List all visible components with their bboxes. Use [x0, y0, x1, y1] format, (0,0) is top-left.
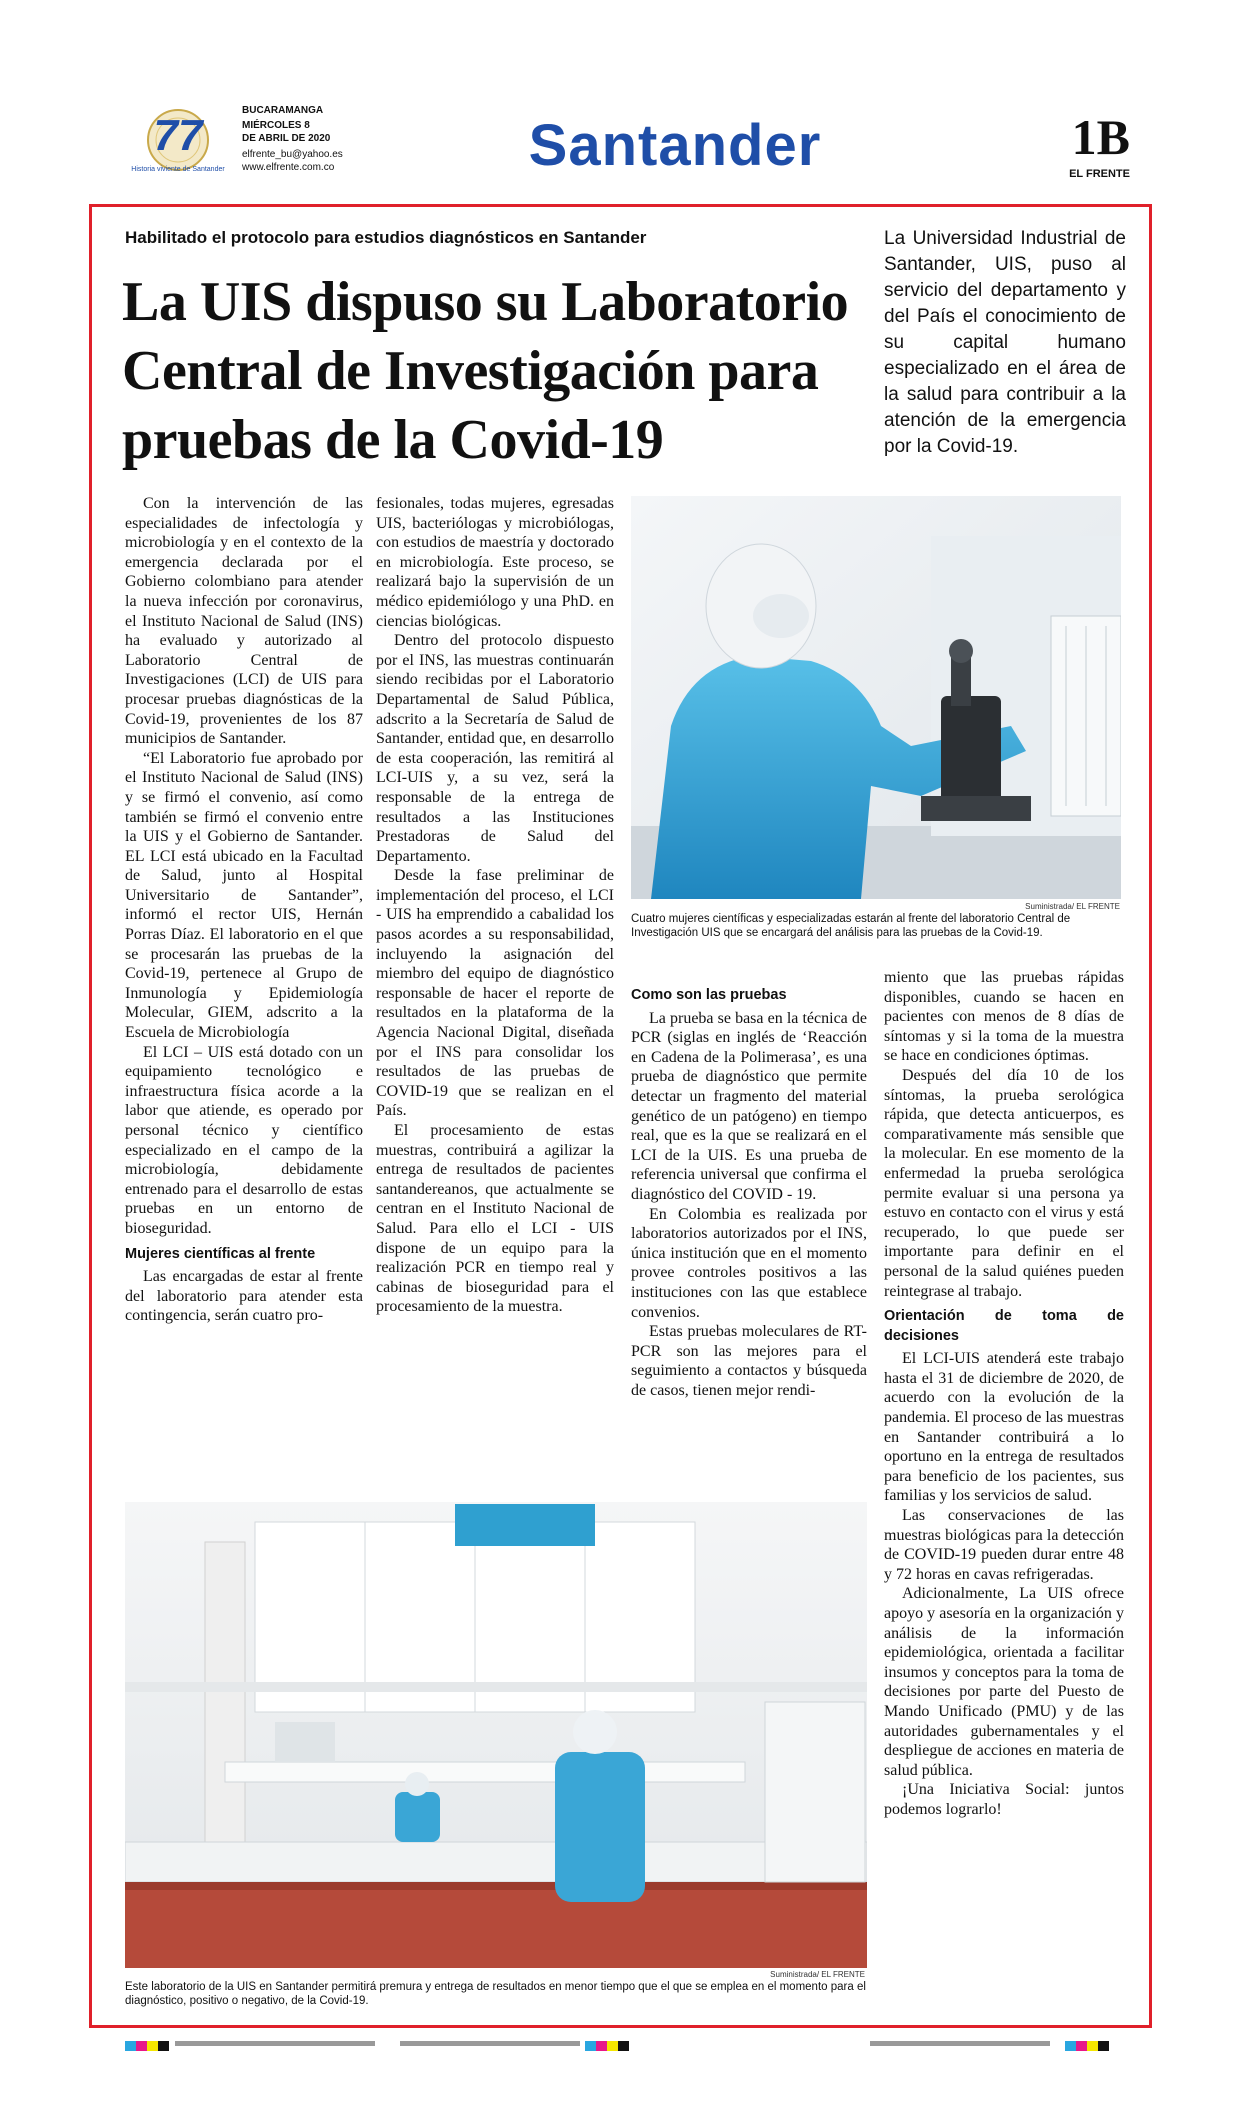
registration-bar-left — [175, 2041, 375, 2046]
logo-number: 77 — [153, 111, 203, 160]
paragraph: Después del día 10 de los síntomas, la prueba serológica rápida, que detecta anticuerpos, es comparativamente más sensible que la molecular. En ese momento de la enfermedad la prueba serológica permite evaluar si una persona ya estuvo en contacto con el virus y está recuperado, lo que puede ser importante para definir en el personal de la salud quiénes pueden reintegrase al trabajo. — [884, 1066, 1124, 1300]
paragraph: Adicionalmente, La UIS ofrece apoyo y asesoría en la organización y análisis de la información epidemiológica, orientada a facilitar insumos y conceptos para la toma de decisiones por parte del Puesto de Mando Unificado (PMU) y de las autoridades gubernamentales y el despliegue de acciones en materia de salud pública. — [884, 1585, 1124, 1779]
article-column-4 — [884, 968, 1124, 2020]
registration-strip-center — [585, 2038, 629, 2048]
masthead-logo — [128, 108, 228, 178]
masthead-info — [242, 104, 412, 174]
paragraph: El LCI – UIS está dotado con un equipamiento tecnológico e infraestructura física acorde a la labor que atiende, es operado por personal técnico y científico especializado en el campo de la microbiología, debidamente entrenado para el desarrollo de estas pruebas en un entorno de bioseguridad. — [125, 1043, 363, 1237]
paragraph: “El Laboratorio fue aprobado por el Instituto Nacional de Salud (INS) y se firmó el convenio, así como también se firmó el convenio entre la UIS y el Gobierno de Santander. EL LCI está ubicado en la Facultad de Salud, junto al Hospital Universitario de Santander”, informó el rector UIS, Hernán Porras Díaz. El laboratorio en el que se procesarán las pruebas de la Covid-19, pertenece al Grupo de Inmunología y Epidemiología Molecular, GIEM, adscrito a la Escuela de Microbiología — [125, 749, 363, 1042]
paragraph: El LCI-UIS atenderá este trabajo hasta el 31 de diciembre de 2020, de acuerdo con la evolución de la pandemia. El proceso de las muestras en Santander contribuirá a lo oportuno en la entrega de resultados para beneficio de los pacientes, sus familias y los servicios de salud. — [884, 1350, 1124, 1505]
lab-photo-microscope — [631, 496, 1121, 899]
page-number: 1B — [1071, 109, 1130, 165]
paragraph: El procesamiento de estas muestras, contribuirá a agilizar la entrega de resultados de pacientes santandereanos, que actualmente se centran en el Instituto Nacional de Salud. Para ello el LCI - UIS dispone de un equipo para la realización PCR en tiempo real y cabinas de bioseguridad para el procesamiento de la muestra. — [376, 1122, 614, 1316]
paragraph: Las encargadas de estar al frente del laboratorio para atender esta contingencia, serán cuatro pro- — [125, 1268, 363, 1325]
article-column-3 — [631, 986, 867, 1494]
scientist-microscope-image — [631, 496, 1121, 899]
registration-strip-left — [125, 2038, 169, 2048]
paragraph: miento que las pruebas rápidas disponibles, cuando se hacen en pacientes con menos de 8 días de síntomas y si la toma de la muestra se hace en condiciones óptimas. — [884, 969, 1124, 1065]
registration-bar-mid — [400, 2041, 580, 2046]
subheading: Mujeres científicas al frente — [125, 1245, 316, 1262]
logo-tagline: Historia viviente de Santander — [131, 166, 225, 173]
paragraph: Desde la fase preliminar de implementación del proceso, el LCI - UIS ha emprendido a cabalidad los pasos acordes a su responsabilidad, incluyendo la asignación del miembro del equipo de diagnóstico responsable de hacer el reporte de resultados en la plataforma de la Agencia Nacional Digital, diseñada por el INS para consolidar los resultados de las pruebas de COVID-19 que se realizan en el País. — [376, 867, 614, 1120]
lab-photo-room — [125, 1502, 867, 1968]
paragraph: Dentro del protocolo dispuesto por el INS, las muestras continuarán siendo recibidas por el Laboratorio Departamental de Salud Pública, adscrito a la Secretaría de Salud de Santander, entidad que, en desarrollo de esta cooperación, las remitirá al LCI-UIS y, a su vez, será la responsable de la entrega de resultados a las Instituciones Prestadoras de Salud del Departamento. — [376, 632, 614, 865]
publication-name: EL FRENTE — [1069, 168, 1130, 180]
paragraph: ¡Una Iniciativa Social: juntos podemos lograrlo! — [884, 1781, 1124, 1818]
photo1-credit: Suministrada/ EL FRENTE — [1025, 902, 1120, 911]
website-link[interactable]: www.elfrente.com.co — [242, 162, 335, 173]
paragraph: La prueba se basa en la técnica de PCR (siglas en inglés de ‘Reacción en Cadena de la Polimerasa’, es una prueba de diagnóstico que permite detectar un fragmento del material genético de un patógeno) en tiempo real, que es la que se realizará en el LCI de la UIS. Es una prueba de referencia universal que confirma el diagnóstico del COVID - 19. — [631, 1009, 867, 1203]
article-column-2 — [376, 494, 614, 1494]
article-lead: La Universidad Industrial de Santander, UIS, puso al servicio del departamento y del País el conocimiento de su capital humano especializado en el área de la salud para contribuir a la atención de la emergencia por la Covid-19. — [884, 228, 1126, 457]
registration-strip-right — [1065, 2038, 1109, 2048]
subheading: Orientación de toma de decisiones — [884, 1308, 1124, 1344]
email-link[interactable]: elfrente_bu@yahoo.es — [242, 149, 343, 160]
weekday-label: MIÉRCOLES 8 — [242, 120, 310, 131]
article-column-1 — [125, 494, 363, 1494]
paragraph: En Colombia es realizada por laboratorios autorizados por el INS, única institución que en el momento provee controles positivos a las instituciones con las que establece convenios. — [631, 1205, 867, 1321]
registration-bar-right — [870, 2041, 1050, 2046]
article-headline: La UIS dispuso su Laboratorio Central de Investigación para pruebas de la Covid-19 — [122, 271, 849, 471]
photo2-caption: Este laboratorio de la UIS en Santander permitirá premura y entrega de resultados en menor tiempo que el que se emplea en el momento para el diagnóstico, positivo o negativo, de la Covid-19. — [125, 1981, 866, 2007]
paragraph: Estas pruebas moleculares de RT- PCR son las mejores para el seguimiento a contactos y búsqueda de casos, tienen mejor rendi- — [631, 1323, 867, 1399]
paragraph: Con la intervención de las especialidades de infectología y microbiología y en el contexto de la emergencia declarada por el Gobierno colombiano para atender la nueva infección por coronavirus, el Instituto Nacional de Salud (INS) ha evaluado y autorizado al Laboratorio Central de Investigaciones (LCI) de UIS para procesar pruebas diagnósticas de la Covid-19, provenientes de los 87 municipios de Santander. — [125, 495, 363, 748]
laboratory-room-image — [125, 1502, 867, 1968]
photo1-caption: Cuatro mujeres científicas y especializadas estarán al frente del laboratorio Central de Investigación UIS que se encargará del análisis para las pruebas de la Covid-19. — [631, 913, 1071, 939]
section-title: Santander — [528, 113, 822, 178]
paragraph: Las conservaciones de las muestras biológicas para la detección de COVID-19 pueden durar entre 48 y 72 horas en cavas refrigeradas. — [884, 1507, 1124, 1583]
photo2-credit: Suministrada/ EL FRENTE — [770, 1970, 865, 1979]
city-label: BUCARAMANGA — [242, 105, 324, 116]
paragraph: fesionales, todas mujeres, egresadas UIS, bacteriólogas y microbiólogas, con estudios de maestría y doctorado en microbiología. Este proceso, se realizará bajo la supervisión de un médico epidemiólogo y una PhD. en ciencias biológicas. — [376, 495, 614, 630]
article-kicker: Habilitado el protocolo para estudios diagnósticos en Santander — [125, 228, 647, 247]
date-label: DE ABRIL DE 2020 — [242, 133, 331, 144]
subheading: Como son las pruebas — [631, 987, 787, 1003]
